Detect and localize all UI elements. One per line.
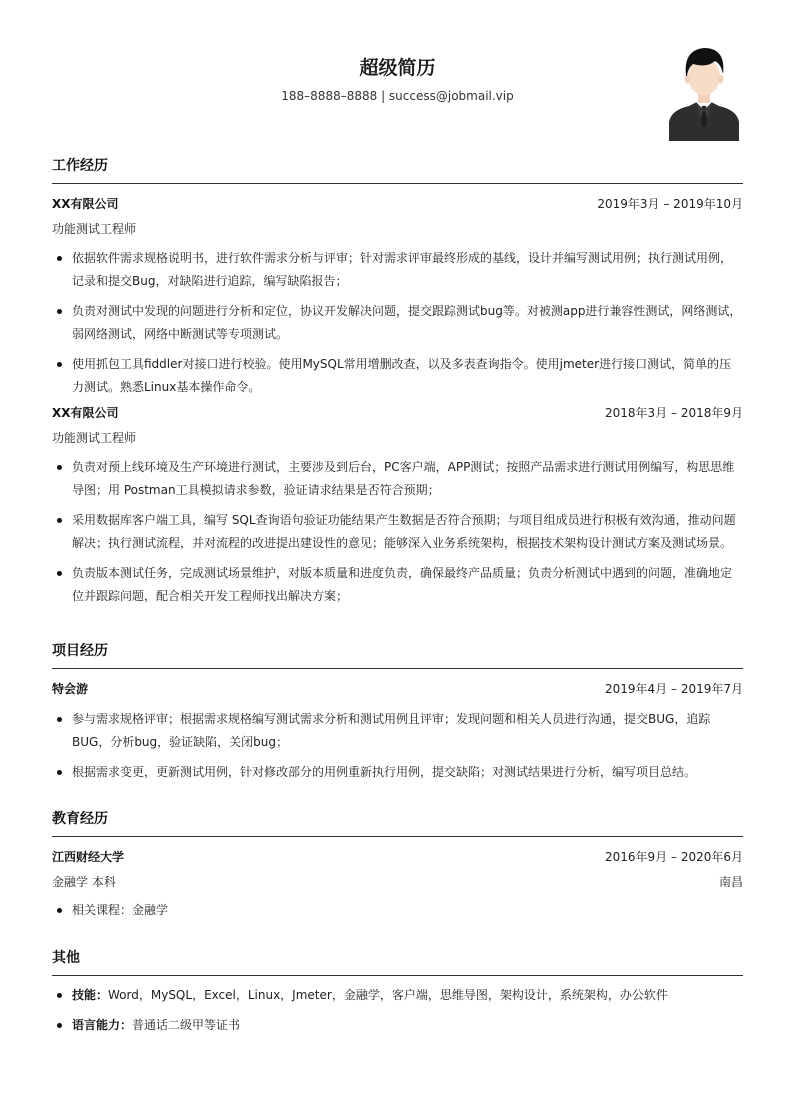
company-name: XX有限公司 bbox=[52, 406, 119, 420]
resume-name: 超级简历 bbox=[359, 57, 436, 79]
list-item: 负责对测试中发现的问题进行分析和定位，协议开发解决问题，提交跟踪测试bug等。对被测app进行兼容性测试，网络测试，弱网络测试，网络中断测试等专项测试。 bbox=[52, 300, 743, 346]
list-item: 依据软件需求规格说明书，进行软件需求分析与评审；针对需求评审最终形成的基线，设计并编写测试用例；执行测试用例，记录和提交Bug，对缺陷进行追踪，编写缺陷报告； bbox=[52, 247, 743, 293]
section-divider bbox=[52, 836, 743, 837]
skills-value: Word，MySQL，Excel，Linux，Jmeter，金融学，客户端，思维导图，架构设计，系统架构，办公软件 bbox=[108, 988, 668, 1002]
education-entry bbox=[52, 847, 743, 922]
list-item: 采用数据库客户端工具，编写 SQL查询语句验证功能结果产生数据是否符合预期；与项目组成员进行积极有效沟通，推动问题解决；执行测试流程，并对流程的改进提出建设性的意见；能够深入业务系统架构，根据技术架构设计测试方案及测试场景。 bbox=[52, 509, 743, 555]
date-range: 2016年9月 – 2020年6月 bbox=[605, 850, 743, 864]
date-range: 2019年3月 – 2019年10月 bbox=[597, 197, 743, 211]
language-value: 普通话二级甲等证书 bbox=[132, 1018, 241, 1032]
section-title-other: 其他 bbox=[52, 950, 80, 966]
location: 南昌 bbox=[718, 875, 743, 889]
section-title-work: 工作经历 bbox=[52, 158, 108, 174]
resume-header bbox=[52, 0, 743, 150]
education-section bbox=[52, 808, 743, 929]
resume-page bbox=[52, 0, 743, 1107]
contact-info: 188–8888–8888 | success@jobmail.vip bbox=[281, 89, 514, 103]
job-role: 功能测试工程师 bbox=[52, 431, 137, 445]
project-name: 特会游 bbox=[52, 682, 89, 696]
work-entry-2 bbox=[52, 403, 743, 608]
section-title-project: 项目经历 bbox=[52, 643, 108, 659]
section-divider bbox=[52, 183, 743, 184]
section-divider bbox=[52, 668, 743, 669]
language-item bbox=[52, 1014, 743, 1037]
degree: 金融学 本科 bbox=[52, 875, 116, 889]
date-range: 2018年3月 – 2018年9月 bbox=[605, 406, 743, 420]
skills-item bbox=[52, 984, 743, 1007]
skills-label: 技能： bbox=[72, 988, 109, 1002]
section-title-education: 教育经历 bbox=[52, 811, 108, 827]
list-item: 负责对预上线环境及生产环境进行测试，主要涉及到后台，PC客户端，APP测试；按照产品需求进行测试用例编写，构思思维导图；用 Postman工具模拟请求参数，验证请求结果是否符合预期； bbox=[52, 456, 743, 502]
list-item: 使用抓包工具fiddler对接口进行校验。使用MySQL常用增删改查，以及多表查询指令。使用jmeter进行接口测试，简单的压力测试。熟悉Linux基本操作命令。 bbox=[52, 353, 743, 399]
section-divider bbox=[52, 975, 743, 976]
language-label: 语言能力： bbox=[72, 1018, 133, 1032]
date-range: 2019年4月 – 2019年7月 bbox=[605, 682, 743, 696]
list-item: 相关课程：金融学 bbox=[52, 899, 743, 922]
list-item: 负责版本测试任务，完成测试场景维护，对版本质量和进度负责，确保最终产品质量；负责分析测试中遇到的问题，准确地定位并跟踪问题，配合相关开发工程师找出解决方案； bbox=[52, 562, 743, 608]
company-name: XX有限公司 bbox=[52, 197, 119, 211]
avatar-icon bbox=[669, 44, 739, 141]
work-entry-1 bbox=[52, 194, 743, 399]
project-entry bbox=[52, 679, 743, 784]
other-section bbox=[52, 947, 743, 1044]
school-name: 江西财经大学 bbox=[52, 850, 125, 864]
project-section bbox=[52, 640, 743, 791]
work-section bbox=[52, 155, 743, 615]
list-item: 根据需求变更，更新测试用例，针对修改部分的用例重新执行用例，提交缺陷；对测试结果进行分析，编写项目总结。 bbox=[52, 761, 743, 784]
job-role: 功能测试工程师 bbox=[52, 222, 137, 236]
list-item: 参与需求规格评审；根据需求规格编写测试需求分析和测试用例且评审；发现问题和相关人员进行沟通，提交BUG，追踪BUG，分析bug，验证缺陷，关闭bug； bbox=[52, 708, 743, 754]
